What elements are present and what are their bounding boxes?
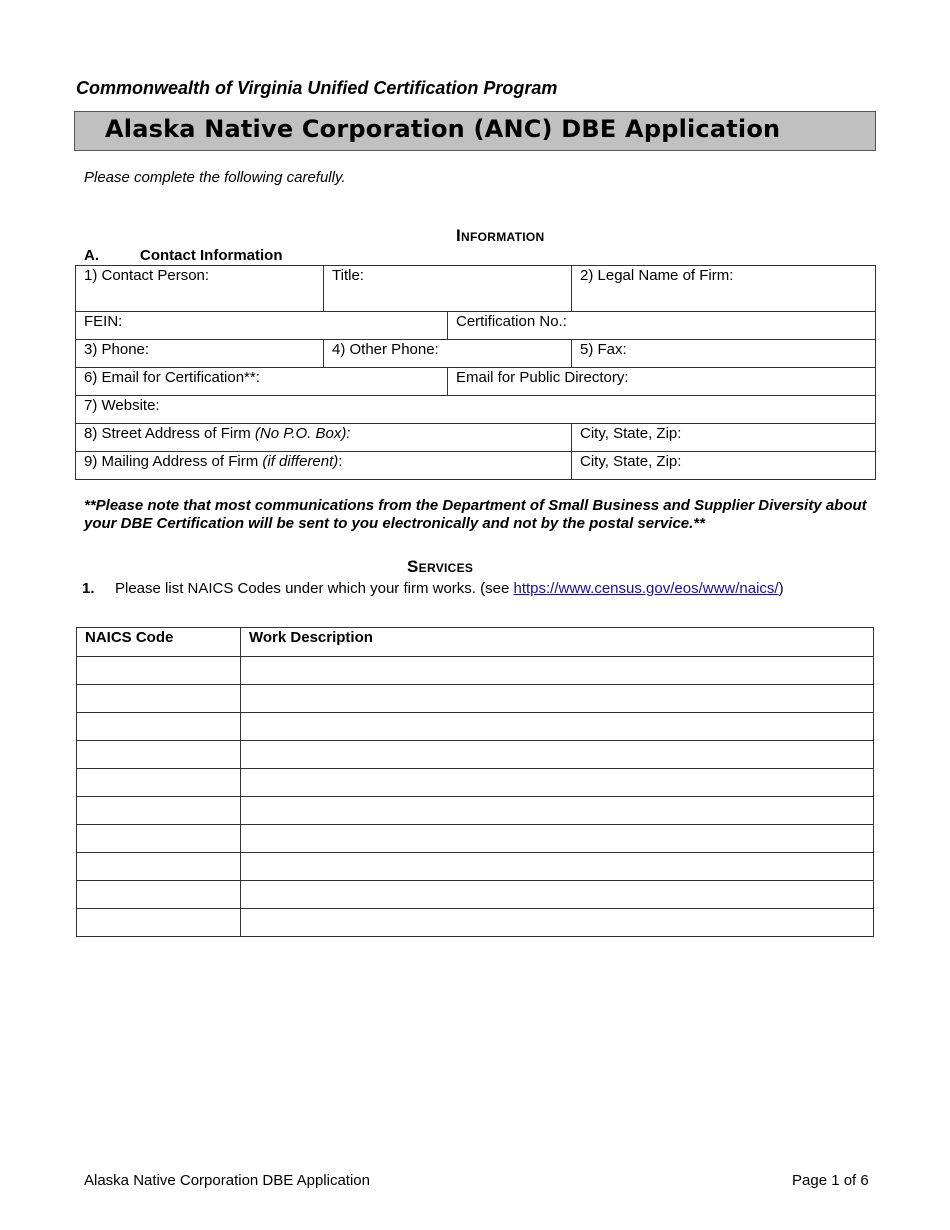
email-public-directory-field[interactable]	[448, 368, 876, 396]
naics-code-header: NAICS Code	[77, 628, 241, 657]
naics-code-cell[interactable]	[77, 881, 241, 909]
fax-label: 5) Fax:	[580, 341, 627, 358]
phone-field[interactable]	[76, 340, 324, 368]
title-banner	[74, 111, 876, 151]
email-certification-field[interactable]	[76, 368, 448, 396]
fein-field[interactable]	[76, 312, 448, 340]
work-description-cell[interactable]	[241, 825, 874, 853]
work-description-cell[interactable]	[241, 741, 874, 769]
other-phone-field[interactable]	[324, 340, 572, 368]
item-number: 1.	[82, 580, 95, 597]
naics-table-header	[77, 628, 874, 657]
naics-code-cell[interactable]	[77, 657, 241, 685]
work-description-cell[interactable]	[241, 657, 874, 685]
communications-note: **Please note that most communications from the Department of Small Business and Supplier Diversity about your DBE Certification will be sent to you electronically and not by the postal service.**	[84, 497, 867, 532]
services-heading: Services	[407, 557, 474, 576]
mailing-address-field[interactable]	[76, 452, 572, 480]
information-heading: Information	[456, 226, 545, 245]
naics-table	[76, 627, 874, 937]
work-description-cell[interactable]	[241, 713, 874, 741]
fein-label: FEIN:	[84, 313, 123, 330]
certification-no-label: Certification No.:	[456, 313, 567, 330]
table-row	[77, 909, 874, 937]
naics-code-cell[interactable]	[77, 685, 241, 713]
naics-instruction	[82, 580, 784, 597]
fax-field[interactable]	[572, 340, 876, 368]
table-row	[77, 657, 874, 685]
naics-code-cell[interactable]	[77, 825, 241, 853]
street-address-field[interactable]	[76, 424, 572, 452]
naics-code-cell[interactable]	[77, 713, 241, 741]
table-row	[77, 825, 874, 853]
work-description-cell[interactable]	[241, 909, 874, 937]
program-name: Commonwealth of Virginia Unified Certification Program	[76, 78, 558, 98]
table-row	[77, 881, 874, 909]
naics-code-cell[interactable]	[77, 797, 241, 825]
title-label: Title:	[332, 267, 364, 284]
subsection-letter: A.	[84, 247, 99, 264]
work-description-cell[interactable]	[241, 853, 874, 881]
phone-label: 3) Phone:	[84, 341, 150, 358]
instruction-text: Please complete the following carefully.	[84, 169, 346, 186]
naics-code-cell[interactable]	[77, 769, 241, 797]
contact-person-label: 1) Contact Person:	[84, 267, 210, 284]
other-phone-label: 4) Other Phone:	[332, 341, 439, 358]
page-title: Alaska Native Corporation (ANC) DBE Application	[105, 115, 781, 143]
contact-person-field[interactable]	[76, 266, 324, 312]
certification-no-field[interactable]	[448, 312, 876, 340]
naics-code-cell[interactable]	[77, 909, 241, 937]
table-row	[77, 713, 874, 741]
footer-document-title: Alaska Native Corporation DBE Application	[84, 1172, 370, 1189]
work-description-cell[interactable]	[241, 881, 874, 909]
title-field[interactable]	[324, 266, 572, 312]
website-field[interactable]	[76, 396, 876, 424]
table-row	[77, 797, 874, 825]
mailing-city-state-zip-label: City, State, Zip:	[580, 453, 682, 470]
street-city-state-zip-label: City, State, Zip:	[580, 425, 682, 442]
legal-name-label: 2) Legal Name of Firm:	[580, 267, 734, 284]
table-row	[77, 769, 874, 797]
mailing-address-label: 9) Mailing Address of Firm (if different):	[84, 453, 343, 470]
work-description-header: Work Description	[241, 628, 874, 657]
work-description-cell[interactable]	[241, 769, 874, 797]
subsection-title: Contact Information	[140, 247, 283, 264]
table-row	[77, 741, 874, 769]
table-row	[77, 685, 874, 713]
contact-information-table	[75, 265, 876, 480]
naics-link[interactable]: https://www.census.gov/eos/www/naics/	[513, 580, 779, 597]
street-address-label: 8) Street Address of Firm (No P.O. Box):	[84, 425, 351, 442]
naics-code-cell[interactable]	[77, 853, 241, 881]
email-public-directory-label: Email for Public Directory:	[456, 369, 629, 386]
mailing-city-state-zip-field[interactable]	[572, 452, 876, 480]
contact-information-subheading	[84, 247, 283, 264]
item-text: Please list NAICS Codes under which your firm works. (see	[115, 580, 514, 597]
legal-name-field[interactable]	[572, 266, 876, 312]
street-city-state-zip-field[interactable]	[572, 424, 876, 452]
email-certification-label: 6) Email for Certification**:	[84, 369, 260, 386]
table-row	[77, 853, 874, 881]
footer-page-number: Page 1 of 6	[792, 1172, 869, 1189]
work-description-cell[interactable]	[241, 685, 874, 713]
website-label: 7) Website:	[84, 397, 160, 414]
item-close: )	[778, 580, 784, 597]
work-description-cell[interactable]	[241, 797, 874, 825]
naics-code-cell[interactable]	[77, 741, 241, 769]
